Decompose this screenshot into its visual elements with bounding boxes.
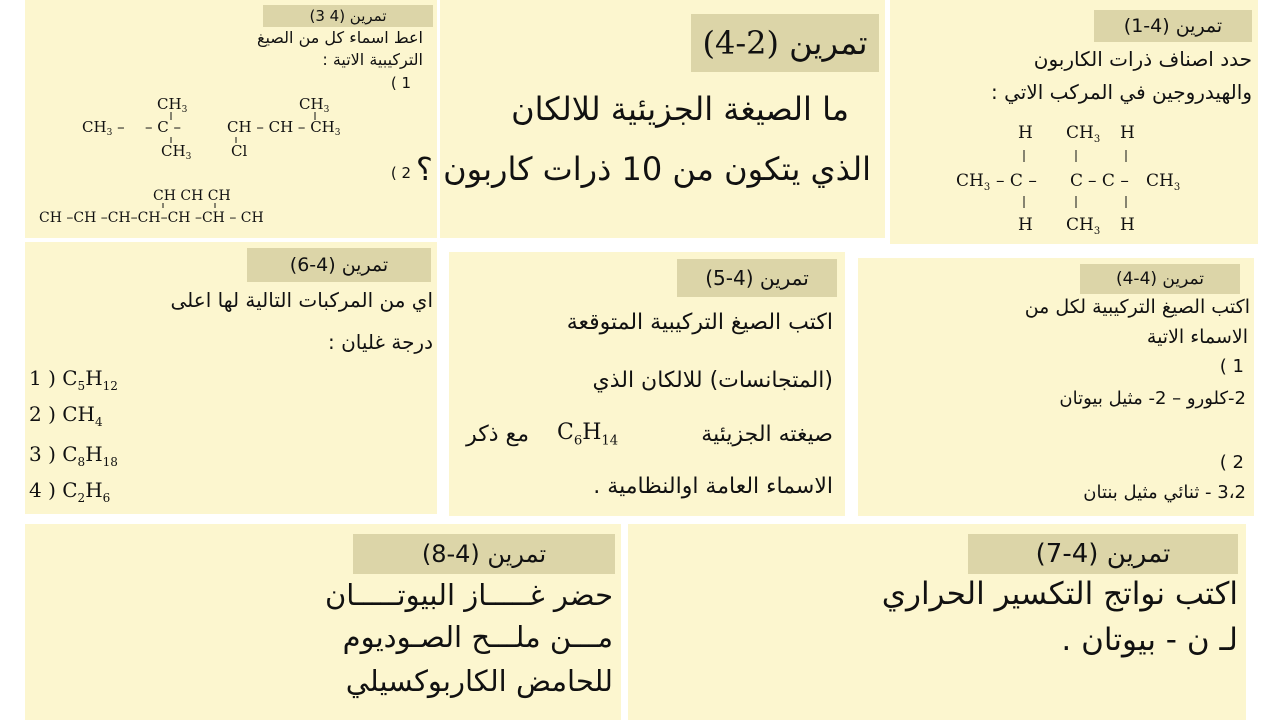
exercise-2-4-tag: تمرين (2-4) xyxy=(691,14,879,72)
compound-option-1: 1 ) $C_5H_{12}$ xyxy=(29,366,118,393)
exercise-6-4-line1: اي من المركبات التالية لها اعلى xyxy=(170,288,433,312)
exercise-5-4-line4: الاسماء العامة اوالنظامية . xyxy=(593,474,833,499)
exercise-6-4-tag: تمرين (4-6) xyxy=(247,248,431,282)
exercise-5-4-tag: تمرين (4-5) xyxy=(677,259,837,297)
struct-main-ch3-right: $CH_3$ xyxy=(1146,171,1181,193)
exercise-7-4-line1: اكتب نواتج التكسير الحراري xyxy=(881,576,1238,612)
exercise-4-4-line2: الاسماء الاتية xyxy=(1146,326,1248,348)
exercise-5-4-line2: (المتجانسات) للالكان الذي xyxy=(592,368,833,393)
struct-main-c2: C xyxy=(1070,171,1084,191)
f1-bottom-cl: Cl xyxy=(231,142,248,160)
struct-top-ch3: $CH_3$ xyxy=(1066,123,1101,145)
exercise-5-4-formula: $C_6H_{14}$ xyxy=(557,420,619,449)
exercise-8-4-line3: للحامض الكاربوكسيلي xyxy=(345,664,613,698)
struct-bottom-h1: H xyxy=(1018,215,1033,235)
struct-bottom-h2: H xyxy=(1120,215,1135,235)
exercise-8-4-card xyxy=(25,524,621,720)
exercise-4-4-item2: 2 ) xyxy=(1219,452,1244,473)
exercise-1-4-tag: تمرين (4-1) xyxy=(1094,10,1252,42)
exercise-4-3-item2: 2 ) xyxy=(390,164,411,182)
exercise-4-4-item1: 1 ) xyxy=(1219,356,1244,377)
exercise-1-4-line1: حدد اصناف ذرات الكاربون xyxy=(1033,47,1252,71)
exercise-2-4-line1: ما الصيغة الجزيئية للالكان xyxy=(511,90,849,128)
struct-top-h2: H xyxy=(1120,123,1135,143)
f2-top: CH CH CH xyxy=(153,188,231,204)
compound-option-2: 2 ) $CH_4$ xyxy=(29,402,103,429)
f1-top-ch-right: $CH_3$ xyxy=(299,95,330,115)
exercise-5-4-line3b: مع ذكر xyxy=(466,422,529,447)
exercise-4-3-line2: التركيبية الاتية : xyxy=(322,50,423,69)
exercise-2-4-card xyxy=(415,0,885,238)
compound-option-4: 4 ) $C_2H_6$ xyxy=(29,478,111,505)
exercise-4-3-card xyxy=(25,0,437,238)
exercise-4-3-tag: تمرين (4 3) xyxy=(263,5,433,27)
carbon-structure-diagram xyxy=(890,0,1258,244)
exercise-1-4-card xyxy=(890,0,1258,244)
f1-main-chain: CH – CH – $CH_3$ xyxy=(227,118,341,138)
struct-bottom-ch3: $CH_3$ xyxy=(1066,215,1101,237)
compound-option-3: 3 ) $C_8H_{18}$ xyxy=(29,442,118,469)
exercise-4-4-card xyxy=(858,258,1254,516)
struct-main-ch3-left: $CH_3$ xyxy=(956,171,991,193)
struct-main-c1: – C – xyxy=(996,171,1037,191)
exercise-5-4-line1: اكتب الصيغ التركيبية المتوقعة xyxy=(566,310,833,335)
exercise-5-4-card xyxy=(449,252,845,516)
exercise-4-4-name2: 3،2 - ثنائي مثيل بنتان xyxy=(1083,482,1246,503)
exercise-4-3-item1: 1 ) xyxy=(390,74,411,92)
exercise-7-4-tag: تمرين (4-7) xyxy=(968,534,1238,574)
formula-2-diagram xyxy=(25,0,437,238)
exercise-8-4-tag: تمرين (4-8) xyxy=(353,534,615,574)
f1-main-ch3: $CH_3$ – xyxy=(82,118,125,138)
f1-top-ch-left: $CH_3$ xyxy=(157,95,188,115)
exercise-7-4-line2: لـ ن - بيوتان . xyxy=(1061,622,1238,658)
struct-top-h1: H xyxy=(1018,123,1033,143)
struct-main-c3: – C – xyxy=(1088,171,1129,191)
exercise-2-4-line2: الذي يتكون من 10 ذرات كاربون ؟ xyxy=(415,150,871,188)
exercise-6-4-card xyxy=(25,242,437,514)
exercise-4-4-name1: 2-كلورو – 2- مثيل بيوتان xyxy=(1059,388,1246,409)
exercise-4-4-tag: تمرين (4-4) xyxy=(1080,264,1240,294)
f1-main-c: – C – xyxy=(145,118,182,136)
exercise-6-4-line2: درجة غليان : xyxy=(328,330,433,354)
f2-main: CH –CH –CH–CH–CH –CH – CH xyxy=(39,210,264,226)
exercise-4-3-line1: اعط اسماء كل من الصيغ xyxy=(256,28,423,47)
exercise-8-4-line2: مـــن ملـــح الصـوديوم xyxy=(342,620,613,654)
exercise-7-4-card xyxy=(628,524,1246,720)
exercise-1-4-line2: والهيدروجين في المركب الاتي : xyxy=(990,80,1252,104)
exercise-4-4-line1: اكتب الصيغ التركيبية لكل من xyxy=(1024,296,1250,318)
exercise-5-4-line3a: صيغته الجزيئية xyxy=(701,422,833,447)
f1-bottom-ch3: $CH_3$ xyxy=(161,142,192,162)
exercise-8-4-line1: حضر غـــــاز البيوتـــــان xyxy=(324,578,613,612)
